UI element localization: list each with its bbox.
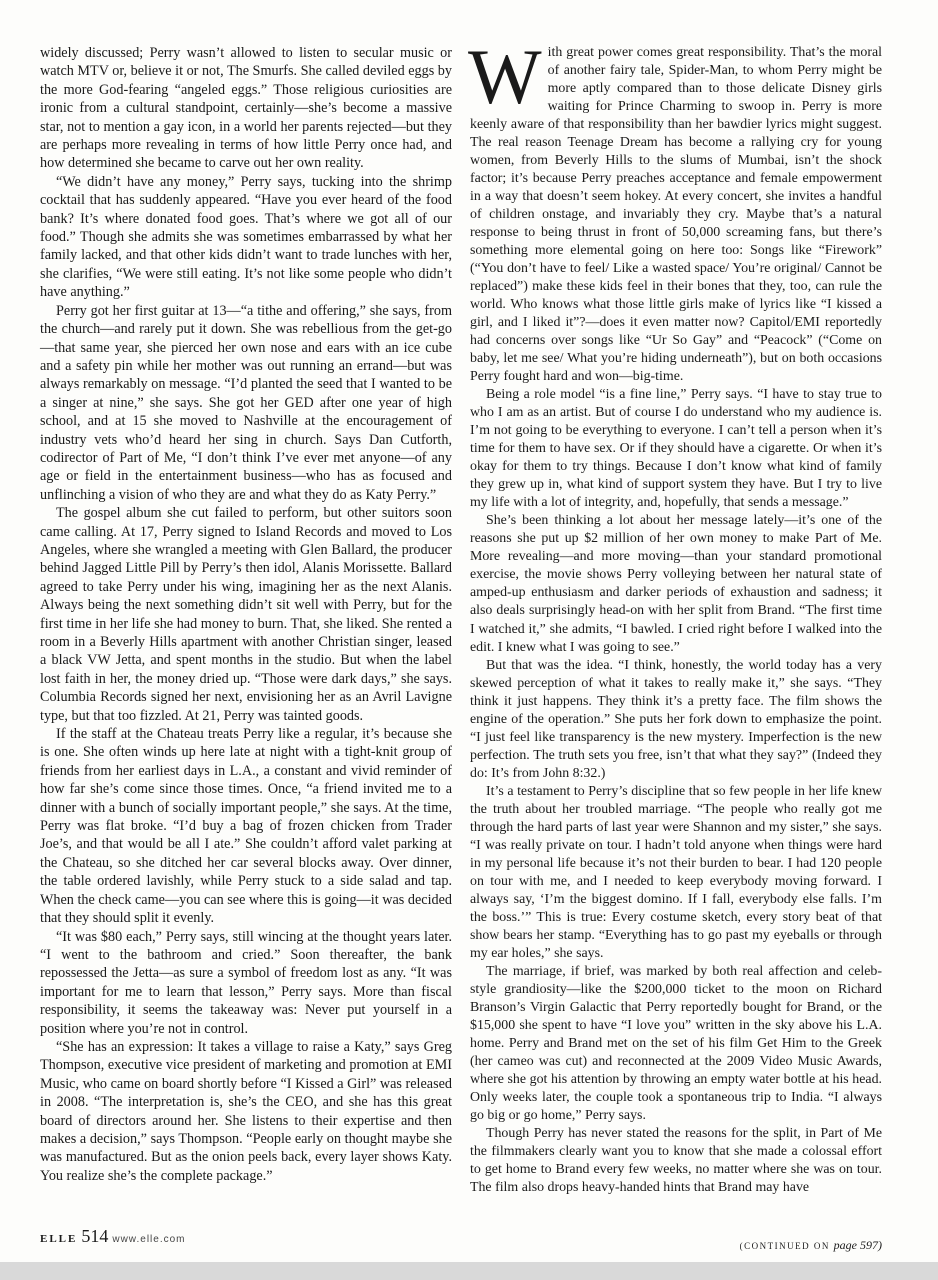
page-footer [40,1226,186,1247]
website-url: www.elle.com [112,1234,186,1245]
paragraph: She’s been thinking a lot about her message lately—it’s one of the reasons she put up $2 million of her own money to make Part of Me. More revealing—and more moving—than your standard promotional exercise, the movie shows Perry volleying between her natural state of amped-up enthusiasm and darker periods of exhaustion and sadness; it also deals surprisingly head-on with her split from Brand. “The first time I watched it,” she admits, “I bawled. I cried right before I walked into the edit. I knew what I was going to see.” [470,513,882,655]
opening-text: ith great power comes great responsibility. That’s the moral of another fairy tale, Spider-Man, to whom Perry might be more aptly compared than to those delicate Disney girls waiting for Prince Charming to swoop in. Perry is more keenly aware of that responsibility than her bawdier lyrics might suggest. The real reason Teenage Dream has become a rallying cry for young women, from Beverly Hills to the slums of Mumbai, isn’t the shock factor; it’s because Perry preaches acceptance and female empowerment in a way that doesn’t seem hokey. At every concert, she invites a handful of children onstage, and invariably they cry. Maybe that’s a natural response to being thrust in front of 50,000 screaming fans, but there’s something more elemental going on here too: Songs like “Firework” (“You don’t have to feel/ Like a wasted space/ You’re original/ Cannot be replaced”) make these kids feel in their bones that they, too, can rule the world. Who knows what those little girls make of lyrics like “I kissed a girl, and I liked it”?—does it even matter now? Capitol/EMI reportedly had concerns over songs like “Ur So Gay” and “Peacock” (“Come on baby, let me see/ What you’re hiding underneath”), but on both occasions Perry fought hard and won—big-time. [470,45,882,385]
left-column [40,44,452,1185]
paragraph: Though Perry has never stated the reasons for the split, in Part of Me the filmmakers clearly want you to know that she made a colossal effort to get home to Brand every few weeks, no matter where she was on tour. The film also drops heavy-handed hints that Brand may have [470,1125,882,1195]
drop-cap: W [468,33,542,120]
magazine-name: ELLE [40,1233,78,1245]
paragraph: Being a role model “is a fine line,” Perry says. “I have to stay true to who I am as an artist. But of course I do understand who my audience is. I’m not going to be everything to everyone. I can’t tell a person when it’s time for them to have sex. Or if they should have a cigarette. Or when it’s okay for them to try things. Because I don’t know what kind of family they grew up in, what kind of support system they have. But I try to live my life with a lot of integrity, and, hopefully, that sends a message.” [470,387,882,511]
paragraph: The gospel album she cut failed to perform, but other suitors soon came calling. At 17, Perry signed to Island Records and moved to Los Angeles, where she wrangled a meeting with Glen Ballard, the producer behind Jagged Little Pill by Perry’s then idol, Alanis Morissette. Ballard agreed to take Perry under his wing, imagining her as the next Alanis. Always being the next something didn’t sit well with Perry, but for the first time in her life she had money to burn. That, she liked. She rented a room in a Beverly Hills apartment with another Christian singer, leased a black VW Jetta, and spent months in the studio. But when the label lost faith in her, the money dried up. “Those were dark days,” she says. Columbia Records signed her next, envisioning her as an Avril Lavigne type, but that too fizzled. At 21, Perry was tainted goods. [40,505,452,724]
paragraph: “It was $80 each,” Perry says, still wincing at the thought years later. “I went to the bathroom and cried.” Soon thereafter, the bank repossessed the Jetta—as sure a symbol of freedom lost as any. “It was important for me to learn that lesson,” Perry says. More than fiscal responsibility, it seems the takeaway was: Never put yourself in a position where you’re not in control. [40,928,452,1037]
paragraph: widely discussed; Perry wasn’t allowed to listen to secular music or watch MTV or, believe it or not, The Smurfs. She called deviled eggs by the more God-fearing “angeled eggs.” Those religious curiosities are ironic from a cultural standpoint, certainly—she’s become a massive star, not to mention a gay icon, in a world her parents rejected—but they are perhaps more revealing in terms of how little Perry once had, and how determined she became to carve out her own reality. [40,45,452,172]
paragraph: It’s a testament to Perry’s discipline that so few people in her life knew the truth about her troubled marriage. “The people who really got me through the hard parts of last year were Shannon and my sister,” she says. “I was really private on tour. I hadn’t told anyone when things were hard in my personal life because it’s not their burden to bear. I had 120 people on tour with me, and I needed to keep everybody moving forward. I always say, ‘I’m the biggest domino. If I fall, everybody else falls. I’m the boss.’” This is true: Every costume sketch, every story beat of that show bears her stamp. “Everything has to go past my eyeballs or through my ear holes,” she says. [470,783,882,961]
paragraph: “We didn’t have any money,” Perry says, tucking into the shrimp cocktail that has suddenly appeared. “Have you ever heard of the food bank? It’s where donated food goes. That’s where we got all of our food.” Though she admits she was sometimes embarrassed by what her family lacked, and that other kids didn’t want to trade lunches with her, she clarifies, “We were still eating. It’s not like some people who didn’t have anything.” [40,173,452,301]
paragraph: Perry got her first guitar at 13—“a tithe and offering,” she says, from the church—and rarely put it down. She was rebellious from the get-go—that same year, she pierced her own nose and ears with an ice cube and a safety pin while her mother was out running an errand—but was always remarkably on message. “I’d planted the seed that I wanted to be a singer at nine,” she says. She got her GED after one year of high school, and at 15 she moved to Nashville at the encouragement of industry vets who’d heard her sing in church. Says Dan Cutforth, codirector of Part of Me, “I don’t think I’ve ever met anyone—of any age or field in the entertainment business—who has as focused and unflinching a vision of who they are and what they do as Katy Perry.” [40,302,452,503]
paragraph: “She has an expression: It takes a village to raise a Katy,” says Greg Thompson, executive vice president of marketing and promotion at EMI Music, who came on board shortly before “I Kissed a Girl” was released in 2008. “The interpretation is, she’s the CEO, and she has this great board of directors around her. She listens to their expertise and then makes a decision,” says Thompson. “People early on thought maybe she was manufactured. But as the onion peels back, every layer shows Katy. You realize she’s the complete package.” [40,1038,452,1184]
continued-note [740,1238,882,1253]
opening-paragraph [468,33,882,386]
continued-label: (CONTINUED ON [739,1241,830,1251]
paragraph: But that was the idea. “I think, honestly, the world today has a very skewed perception of what it takes to really make it,” she says. “They think it just happens. They think it’s a pretty face. The film shows the engine of the operation.” She puts her fork down to emphasize the point. “I just feel like transparency is the new mystery. Imperfection is the new perfection. The truth sets you free, isn’t that what they say?” (Indeed they do: It’s from John 8:32.) [470,657,882,781]
right-column [468,33,882,1197]
scan-edge [0,1262,938,1280]
continued-page: page 597) [833,1238,882,1252]
page-number: 514 [81,1226,109,1246]
paragraph: If the staff at the Chateau treats Perry like a regular, it’s because she is one. She often winds up here late at night with a tight-knit group of friends from her earliest days in L.A., a constant and vivid reminder of how far she’s come since those times. Once, “a friend invited me to a dinner with a bunch of socially important people,” she says. At the time, Perry was flat broke. “I’d buy a bag of frozen chicken from Trader Joe’s, and that would be all I ate.” She couldn’t afford valet parking at the Chateau, so she ditched her car several blocks away. Over dinner, the table ordered lavishly, while Perry stuck to a side salad and tap. When the check came—you can see where this is going—it was decided that they should split it evenly. [40,726,452,927]
paragraph: The marriage, if brief, was marked by both real affection and celeb-style grandiosity—like the $200,000 ticket to the moon on Richard Branson’s Virgin Galactic that Perry reportedly bought for Brand, or the $15,000 she spent to have “I love you” written in the sky above his L.A. home. Perry and Brand met on the set of his film Get Him to the Greek (her cameo was cut) and reconnected at the 2009 Video Music Awards, where she got his attention by throwing an empty water bottle at his head. Only weeks later, the couple took a spontaneous trip to India. “I always go big or go home,” Perry says. [470,963,882,1123]
